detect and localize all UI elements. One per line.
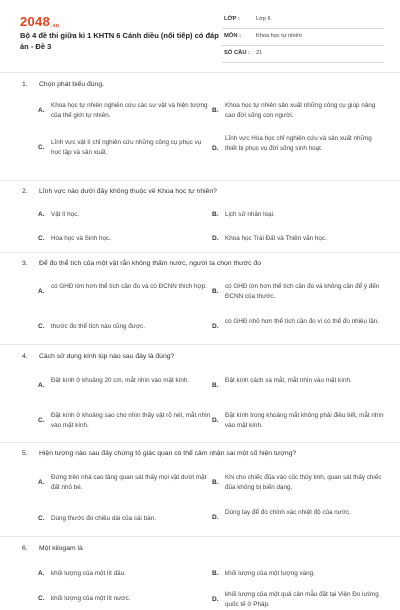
question-stem — [22, 81, 104, 88]
option-letter: B. — [212, 479, 219, 486]
option-letter: A. — [38, 479, 45, 486]
question-number: 2. — [22, 188, 28, 195]
option-text: Lĩnh vực vật lí chỉ nghiên cứu những công cụ phục vụ học tập và sản xuất. — [51, 139, 202, 156]
option-text: có GHĐ nhỏ hơn thể tích cần đo vì có thể đo nhiều lần. — [225, 318, 379, 325]
option-letter: B. — [212, 288, 219, 295]
option-letter: C. — [38, 515, 45, 522]
option-text: có GHĐ lớn hơn thể tích cần đo và có ĐCNN thích hợp. — [51, 283, 207, 290]
option-text: thước đo thể tích nào cũng được. — [51, 323, 146, 330]
option-letter: B. — [212, 382, 219, 389]
option-letter: D. — [212, 417, 219, 424]
meta-value: 21 — [256, 50, 263, 56]
option-text: Đứng trên nhà cao tầng quan sát thấy mọi vật dưới mặt đất nhỏ bé. — [51, 474, 207, 491]
question-stem — [22, 353, 174, 360]
meta-row-subject — [222, 31, 384, 46]
option-text: khối lượng của một quả cân mẫu đặt tại Viện Đo lường quốc tế ở Pháp. — [225, 591, 379, 608]
question-number: 1. — [22, 81, 28, 88]
question-number: 4. — [22, 353, 28, 360]
question-text: Hiện tượng nào sau đây chứng tỏ giác quan có thể cảm nhận sai một số hiện tượng? — [39, 450, 297, 457]
option-letter: B. — [212, 211, 219, 218]
meta-value: Khoa học tự nhiên — [256, 33, 302, 39]
meta-label: LỚP : — [224, 16, 240, 22]
option-text: có GHĐ lớn hơn thể tích cần đo và không cần để ý đến ĐCNN của thước. — [225, 283, 380, 300]
option-text: Lịch sử nhân loại. — [225, 211, 275, 218]
question-text: Để đo thể tích của một vật rắn không thấm nước, người ta chọn thước đo — [39, 260, 261, 267]
logo-text: 2048 — [20, 14, 51, 29]
exam-meta — [222, 14, 384, 65]
page-header — [0, 0, 400, 68]
option-text: Vật lí học. — [51, 211, 80, 218]
divider — [0, 442, 400, 443]
divider — [0, 72, 400, 73]
option-letter: B. — [212, 570, 219, 577]
question-stem — [22, 545, 83, 552]
option-letter: C. — [38, 235, 45, 242]
option-text: Lĩnh vực Hóa học chỉ nghiên cứu và sản xuất những thiết bị phục vụ đời sống sinh hoạt. — [225, 135, 372, 152]
question-number: 3. — [22, 260, 28, 267]
option-letter: A. — [38, 570, 45, 577]
option-text: Khoa học tự nhiên sản xuất những công cụ giúp nâng cao đời sống con người. — [225, 102, 376, 119]
divider — [0, 180, 400, 181]
site-logo[interactable] — [20, 14, 59, 29]
option-letter: D. — [212, 596, 219, 603]
option-text: Đặt kính cách xa mắt, mắt nhìn vào mặt kính. — [225, 377, 352, 384]
option-letter: D. — [212, 145, 219, 152]
option-text: Hóa học và Sinh học. — [51, 235, 111, 242]
page-title: Bộ 4 đề thi giữa kì 1 KHTN 6 Cánh diều (nối tiếp) có đáp án - Đề 3 — [20, 31, 219, 51]
option-letter: B. — [212, 107, 219, 114]
question-text: Lĩnh vực nào dưới đây không thuộc về Khoa học tự nhiên? — [39, 188, 217, 195]
option-text: Đặt kính ở khoảng sao cho nhìn thấy vật rõ nét, mắt nhìn vào mặt kính. — [51, 412, 211, 429]
logo-suffix: .vn — [51, 23, 60, 29]
option-letter: A. — [38, 288, 45, 295]
option-letter: C. — [38, 595, 45, 602]
option-text: Khoa học tự nhiên nghiên cứu các sự vật và hiện tượng của thế giới tự nhiên. — [51, 102, 208, 119]
option-text: khối lượng của một lít nước. — [51, 595, 131, 602]
question-text: Cách sử dụng kính lúp nào sau đây là đúng? — [39, 353, 175, 360]
question-text: Chọn phát biểu đúng. — [39, 81, 105, 88]
meta-row-class — [222, 14, 384, 29]
question-text: Một kilogam là — [39, 545, 83, 552]
question-stem — [22, 188, 217, 195]
option-text: Dùng thước đo chiều dài của cái bàn. — [51, 515, 156, 522]
option-letter: C. — [38, 144, 45, 151]
option-letter: A. — [38, 107, 45, 114]
divider — [0, 344, 400, 345]
option-text: Đặt kính trong khoảng mắt không phải điều tiết, mắt nhìn vào mặt kính. — [225, 412, 384, 429]
divider — [0, 536, 400, 537]
option-letter: C. — [38, 417, 45, 424]
option-text: khối lượng của một lít dầu. — [51, 570, 126, 577]
option-text: khối lượng của một lượng vàng. — [225, 570, 315, 577]
question-number: 5. — [22, 450, 28, 457]
meta-row-count — [222, 48, 384, 63]
option-text: Đặt kính ở khoảng 20 cm, mắt nhìn vào mặt kính. — [51, 377, 190, 384]
option-text: Khi cho chiếc đũa vào cốc thủy tinh, quan sát thấy chiếc đũa không bị biến dạng. — [225, 474, 382, 491]
option-text: Dùng tay để đo chính xác nhiệt độ của nước. — [225, 509, 351, 516]
option-letter: D. — [212, 235, 219, 242]
option-letter: C. — [38, 323, 45, 330]
meta-value: Lớp 6 — [256, 16, 271, 22]
option-letter: D. — [212, 514, 219, 521]
option-letter: D. — [212, 323, 219, 330]
question-stem — [22, 260, 261, 267]
meta-label: MÔN : — [224, 33, 242, 39]
question-number: 6. — [22, 545, 28, 552]
option-letter: A. — [38, 211, 45, 218]
question-stem — [22, 450, 296, 457]
option-letter: A. — [38, 382, 45, 389]
option-text: Khoa học Trái Đất và Thiên văn học. — [225, 235, 327, 242]
meta-label: SỐ CÂU : — [224, 50, 251, 56]
divider — [0, 252, 400, 253]
